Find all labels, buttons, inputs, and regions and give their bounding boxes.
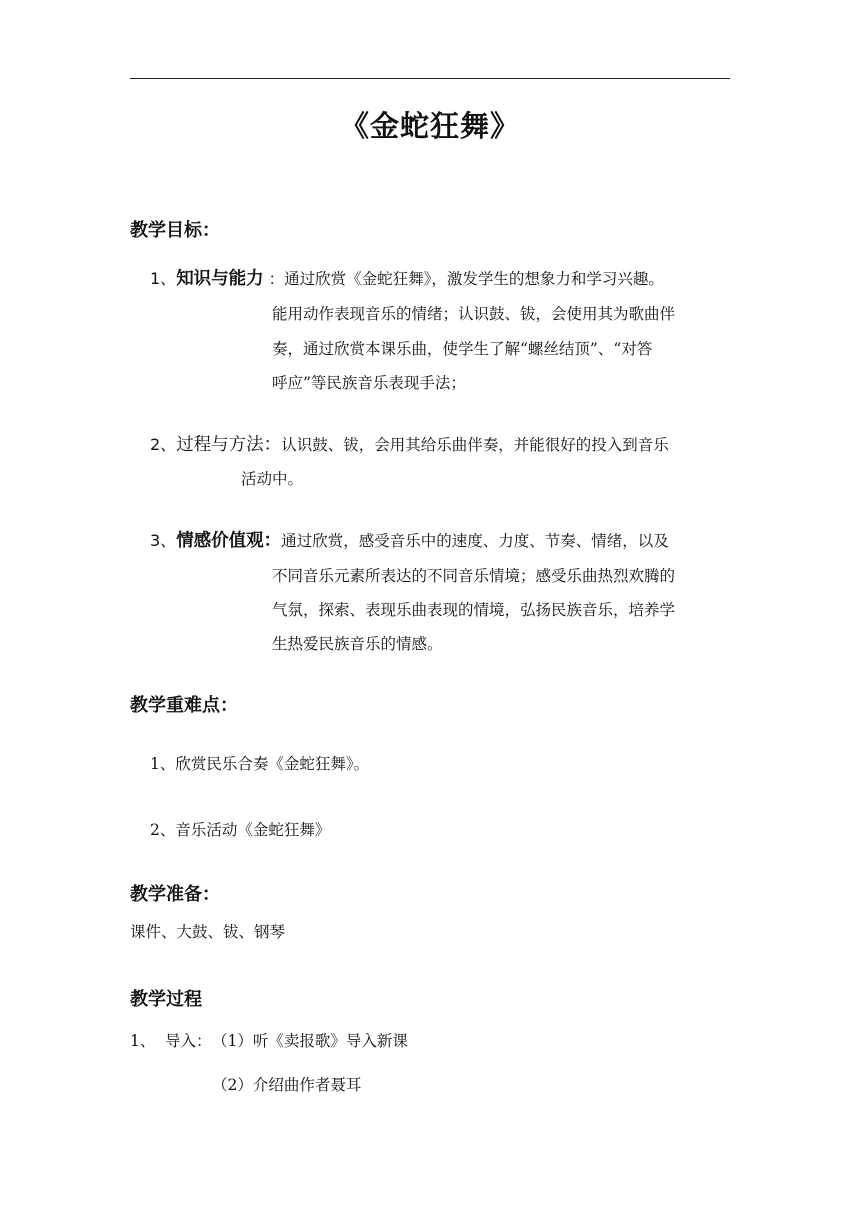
keypoint-1: 1、欣赏民乐合奏《金蛇狂舞》。 bbox=[150, 755, 370, 773]
objectives-heading: 教学目标： bbox=[130, 220, 220, 241]
objective-2-label: 过程与方法： bbox=[176, 435, 282, 455]
objective-1-first-line bbox=[150, 265, 664, 290]
keypoint-2: 2、音乐活动《金蛇狂舞》 bbox=[150, 821, 331, 839]
process-substep-2: （2）介绍曲作者聂耳 bbox=[212, 1076, 362, 1094]
process-heading: 教学过程 bbox=[130, 989, 202, 1010]
page-title: 《金蛇狂舞》 bbox=[339, 109, 520, 143]
preparation-heading: 教学准备： bbox=[130, 884, 220, 905]
objective-1-line-3: 奏，通过欣赏本课乐曲，使学生了解“螺丝结顶”、“对答 bbox=[272, 340, 653, 358]
header-rule bbox=[130, 78, 730, 79]
objective-2-line-2: 活动中。 bbox=[241, 470, 304, 488]
objective-3-line-3: 气氛，探索、表现乐曲表现的情境，弘扬民族音乐，培养学 bbox=[272, 601, 676, 619]
keypoints-heading: 教学重难点： bbox=[130, 695, 238, 716]
objective-1-separator: ： bbox=[263, 270, 285, 288]
objective-3-line-2: 不同音乐元素所表达的不同音乐情境；感受乐曲热烈欢腾的 bbox=[272, 567, 676, 585]
objective-3-number: 3、 bbox=[150, 531, 177, 550]
objective-3-label: 情感价值观： bbox=[176, 531, 282, 551]
preparation-text: 课件、大鼓、钹、钢琴 bbox=[130, 923, 286, 941]
objective-3-line-1: 通过欣赏，感受音乐中的速度、力度、节奏、情绪，以及 bbox=[281, 532, 669, 550]
objective-3-line-4: 生热爱民族音乐的情感。 bbox=[272, 635, 443, 653]
objective-1-line-1: 通过欣赏《金蛇狂舞》，激发学生的想象力和学习兴趣。 bbox=[284, 270, 664, 288]
process-substep-1: （1）听《卖报歌》导入新课 bbox=[212, 1032, 408, 1050]
objective-1-line-4: 呼应”等民族音乐表现手法； bbox=[272, 374, 466, 392]
objective-2-first-line bbox=[150, 431, 669, 456]
objective-3-first-line bbox=[150, 527, 669, 552]
objective-2-line-1: 认识鼓、钹，会用其给乐曲伴奏，并能很好的投入到音乐 bbox=[281, 436, 669, 454]
process-step-label: 导入： bbox=[165, 1032, 212, 1050]
objective-1-label: 知识与能力 bbox=[176, 269, 264, 289]
objective-1-number: 1、 bbox=[150, 269, 177, 288]
objective-1-line-2: 能用动作表现音乐的情绪；认识鼓、钹，会使用其为歌曲伴 bbox=[272, 305, 676, 323]
objective-2-number: 2、 bbox=[150, 435, 177, 454]
process-step-number: 1、 bbox=[130, 1032, 156, 1050]
